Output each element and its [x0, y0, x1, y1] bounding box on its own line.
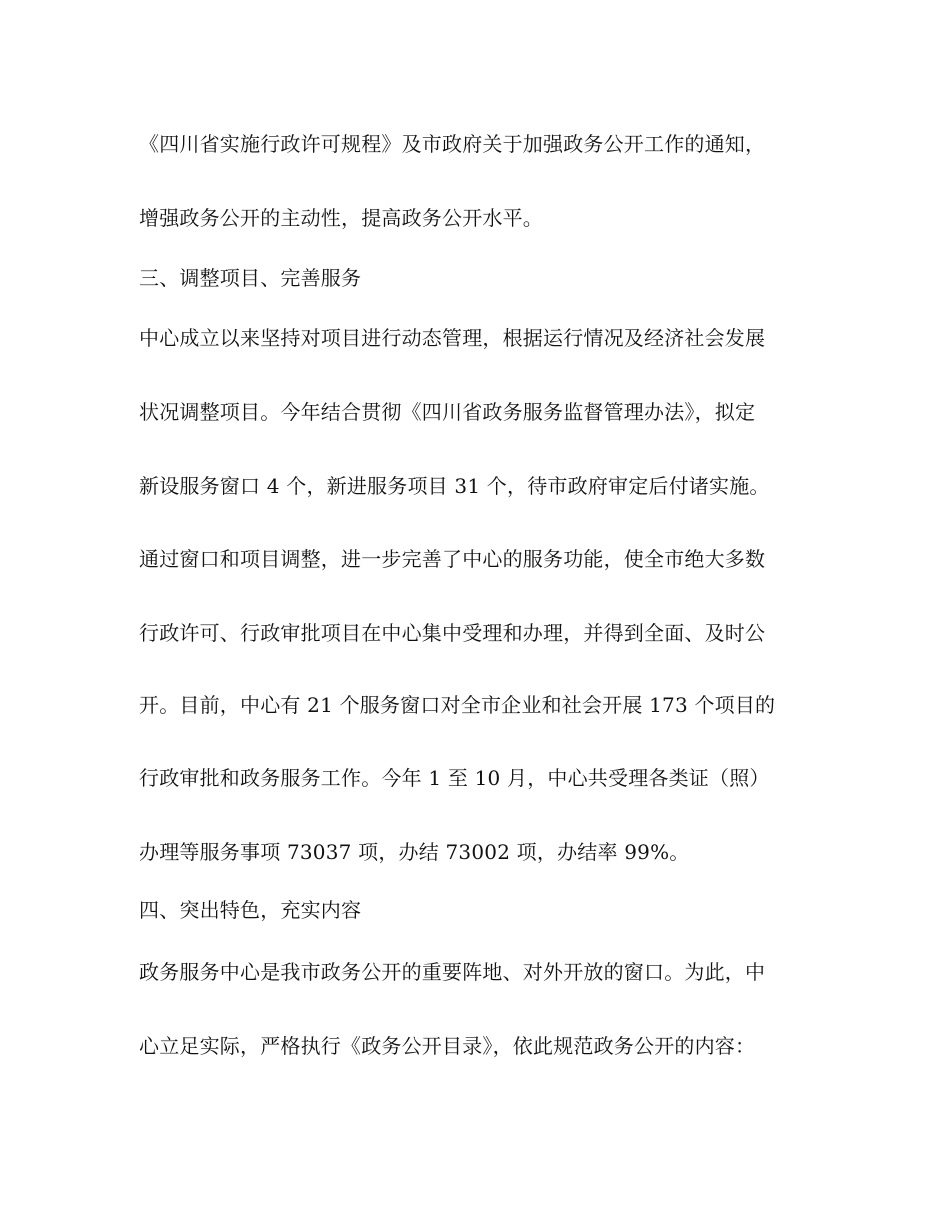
text-line-10: 行政审批和政务服务工作。今年 1 至 10 月，中心共受理各类证（照）	[139, 766, 770, 790]
text-line-11: 办理等服务事项 73037 项，办结 73002 项，办结率 99%。	[139, 840, 690, 864]
text-line-4: 中心成立以来坚持对项目进行动态管理，根据运行情况及经济社会发展	[139, 326, 766, 350]
section-heading-three: 三、调整项目、完善服务	[139, 266, 362, 290]
text-line-5: 状况调整项目。今年结合贯彻《四川省政务服务监督管理办法》，拟定	[139, 400, 756, 424]
text-line-6: 新设服务窗口 4 个，新进服务项目 31 个，待市政府审定后付诸实施。	[139, 474, 770, 498]
text-line-9: 开。目前，中心有 21 个服务窗口对全市企业和社会开展 173 个项目的	[139, 693, 776, 717]
text-line-14: 心立足实际，严格执行《政务公开目录》，依此规范政务公开的内容：	[139, 1034, 756, 1058]
text-line-13: 政务服务中心是我市政务公开的重要阵地、对外开放的窗口。为此，中	[139, 960, 766, 984]
section-heading-four: 四、突出特色，充实内容	[139, 898, 362, 922]
text-line-2: 增强政务公开的主动性，提高政务公开水平。	[139, 206, 543, 230]
text-line-7: 通过窗口和项目调整，进一步完善了中心的服务功能，使全市绝大多数	[139, 547, 766, 571]
text-line-1: 《四川省实施行政许可规程》及市政府关于加强政务公开工作的通知，	[139, 132, 766, 156]
text-line-8: 行政许可、行政审批项目在中心集中受理和办理，并得到全面、及时公	[139, 621, 766, 645]
